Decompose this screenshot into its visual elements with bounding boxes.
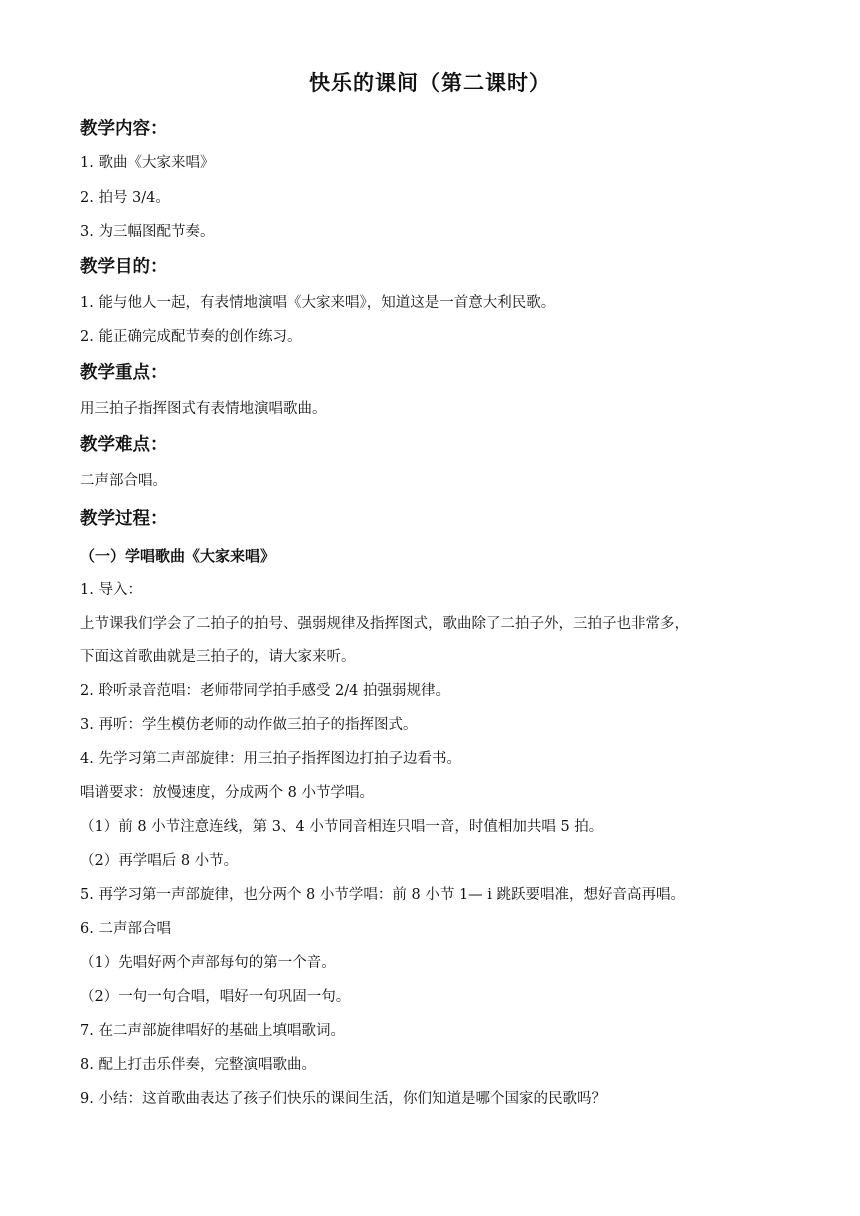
goal-item-2: 2. 能正确完成配节奏的创作练习。 [80,329,302,345]
section-heading-goals: 教学目的： [80,257,168,277]
content-item-3: 3. 为三幅图配节奏。 [80,224,215,240]
process-line: 7. 在二声部旋律唱好的基础上填唱歌词。 [80,1023,345,1039]
process-line: 2. 聆听录音范唱：老师带同学拍手感受 2/4 拍强弱规律。 [80,683,450,699]
process-line: （1）先唱好两个声部每句的第一个音。 [80,955,336,971]
process-line: 5. 再学习第一声部旋律，也分两个 8 小节学唱：前 8 小节 1— i 跳跃要唱准，想好音高再唱。 [80,887,686,903]
process-line: 下面这首歌曲就是三拍子的，请大家来听。 [80,649,356,665]
process-line: 8. 配上打击乐伴奏，完整演唱歌曲。 [80,1057,316,1073]
difficulties-text: 二声部合唱。 [80,473,167,489]
process-line: （1）前 8 小节注意连线，第 3、4 小节同音相连只唱一音，时值相加共唱 5 拍。 [80,819,604,835]
goal-item-1: 1. 能与他人一起，有表情地演唱《大家来唱》，知道这是一首意大利民歌。 [80,295,556,311]
process-line: 6. 二声部合唱 [80,921,171,937]
content-item-2: 2. 拍号 3/4。 [80,190,170,206]
process-line: 唱谱要求：放慢速度，分成两个 8 小节学唱。 [80,785,374,801]
section-heading-content: 教学内容： [80,119,168,139]
process-line: 1. 导入： [80,582,142,598]
process-line: 上节课我们学会了二拍子的拍号、强弱规律及指挥图式，歌曲除了二拍子外，三拍子也非常多， [80,616,689,632]
process-subheading: （一）学唱歌曲《大家来唱》 [80,547,276,565]
process-line: （2）一句一句合唱，唱好一句巩固一句。 [80,989,351,1005]
page-title: 快乐的课间（第二课时） [309,71,551,95]
process-line: 4. 先学习第二声部旋律：用三拍子指挥图边打拍子边看书。 [80,751,461,767]
process-line: 3. 再听：学生模仿老师的动作做三拍子的指挥图式。 [80,717,418,733]
section-heading-difficulties: 教学难点： [80,435,168,455]
process-line: （2）再学唱后 8 小节。 [80,853,239,869]
key-points-text: 用三拍子指挥图式有表情地演唱歌曲。 [80,401,327,417]
section-heading-key-points: 教学重点： [80,363,168,383]
section-heading-process: 教学过程： [80,509,168,529]
process-line: 9. 小结：这首歌曲表达了孩子们快乐的课间生活，你们知道是哪个国家的民歌吗？ [80,1091,606,1107]
content-item-1: 1. 歌曲《大家来唱》 [80,155,215,171]
